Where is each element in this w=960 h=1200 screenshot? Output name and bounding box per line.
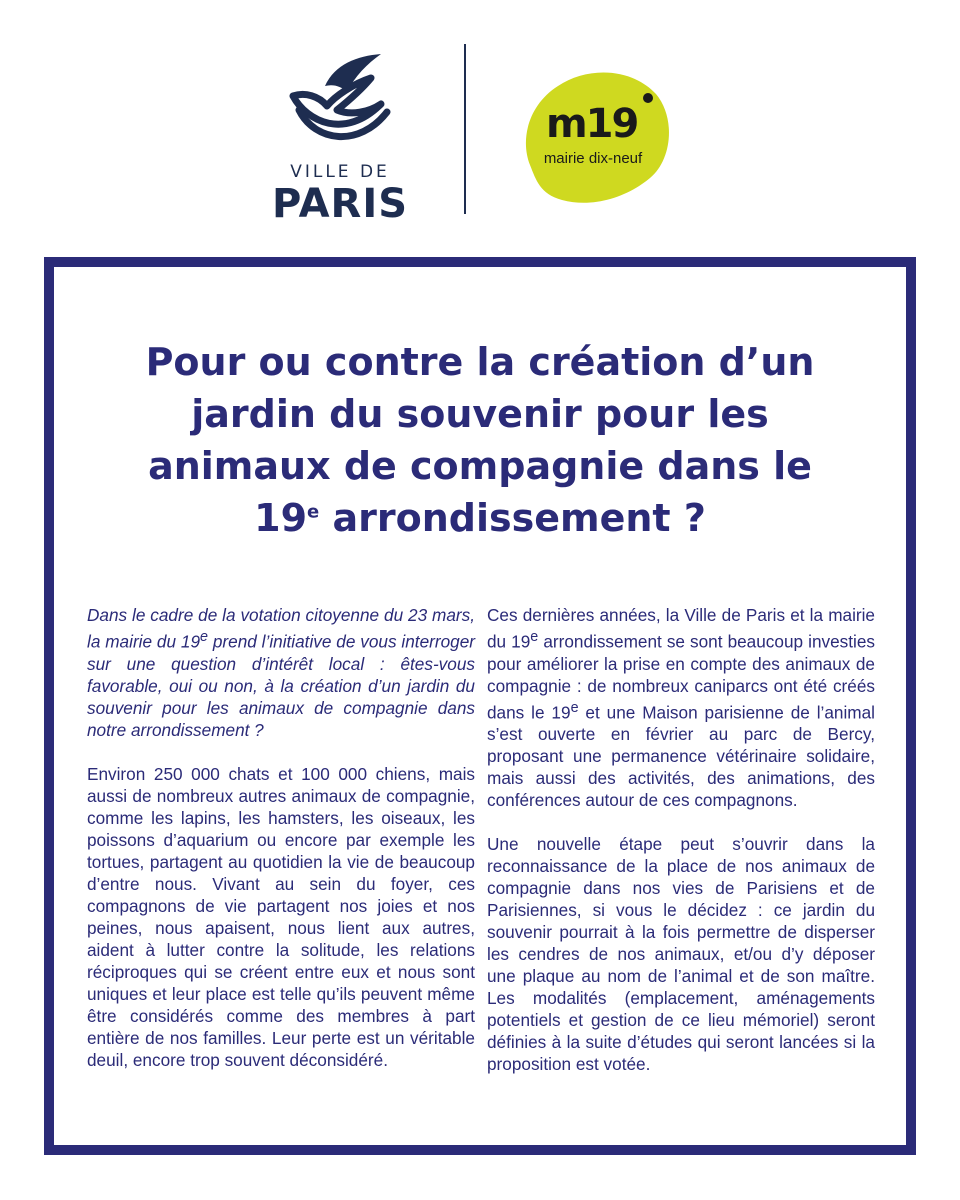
left-column (87, 604, 475, 1093)
title-line-2: jardin du souvenir pour les (191, 392, 769, 436)
title-number: 19 (254, 496, 308, 540)
logo-divider (464, 44, 466, 214)
right-column (487, 604, 875, 1097)
intro-ordinal: e (200, 629, 208, 645)
title-line-4 (254, 496, 706, 540)
body-paragraph-3: Une nouvelle étape peut s’ouvrir dans la reconnaissance de la place de nos animaux de compagnie dans nos vies de Parisiens et de Parisiennes, si vous le décidez : ce jardin du souvenir pourrait à la fois permettre de disperser les cendres de nos animaux, et/ou d’y déposer une plaque au nom de l’animal et de son maître. Les modalités (emplacement, aménagements potentiels et gestion de ce lieu mémoriel) seront définies à la suite d’études qui seront lancées si la proposition est votée. (487, 834, 875, 1075)
intro-text-b: prend l’initiative de vous interroger sur une question d’intérêt local : êtes-vous favorable, oui ou non, à la création d’un jardin du souvenir pour les animaux de compagnie dans notre arrondissement ? (87, 631, 475, 740)
intro-paragraph (87, 604, 475, 741)
p2-ordinal-2: e (570, 699, 579, 716)
mairie-19-logo (510, 60, 670, 210)
page-title (0, 336, 960, 544)
intro-text-a: Dans le cadre de la votation citoyenne du 23 mars, la mairie du 19 (87, 605, 475, 652)
body-paragraph-2 (487, 604, 875, 811)
mairie-dix-neuf-text: mairie dix-neuf (543, 150, 643, 167)
paris-text: PARIS (271, 181, 409, 227)
p2-text-b: arrondissement se sont beaucoup investies pour améliorer la prise en compte des animaux de compagnie : de nombreux caniparcs ont été créés dans le 19 (487, 631, 875, 723)
logo-header (0, 0, 960, 240)
title-line-3: animaux de compagnie dans le (148, 444, 812, 488)
p2-text-a: Ces dernières années, la Ville de Paris et la mairie du 19 (487, 605, 875, 652)
title-line-4-rest: arrondissement ? (319, 496, 706, 540)
paris-ship-icon (285, 50, 395, 150)
title-line-1: Pour ou contre la création d’un (145, 340, 815, 384)
ville-de-paris-logo (255, 50, 425, 227)
p2-ordinal-1: e (530, 629, 539, 645)
m19-mark: m19 (546, 101, 638, 147)
title-ordinal: e (307, 501, 320, 523)
ville-de-text: VILLE DE (290, 162, 390, 182)
p2-text-c: et une Maison parisienne de l’animal s’est ouverte en février au parc de Bercy, proposant une permanence vétérinaire solidaire, mais aussi des activités, des animations, des conférences autour de ces compagnons. (487, 702, 875, 811)
body-paragraph-1: Environ 250 000 chats et 100 000 chiens, mais aussi de nombreux autres animaux de compagnie, comme les lapins, les hamsters, les oiseaux, les poissons d’aquarium ou encore par exemple les tortues, partagent au quotidien la vie de beaucoup d’entre nous. Vivant au sein du foyer, ces compagnons de vie partagent nos joies et nos peines, nous apaisent, nous lient aux autres, aident à lutter contre la solitude, les relations réciproques qui se créent entre eux et nous sont uniques et leur place est telle qu’ils peuvent même être considérés comme des membres à part entière de nos familles. Leur perte est un véritable deuil, encore trop souvent déconsidéré. (87, 763, 475, 1070)
